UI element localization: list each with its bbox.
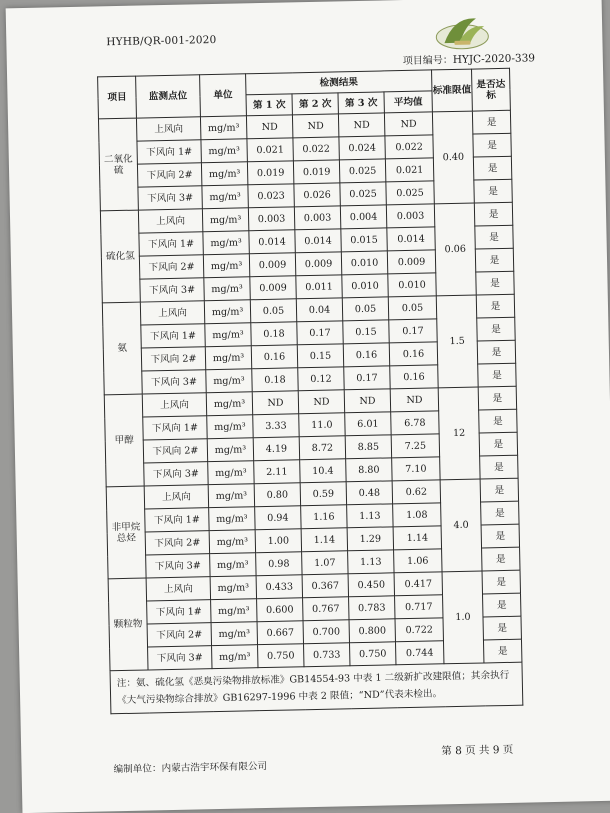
r1-cell: 0.94 (255, 506, 301, 530)
r1-cell: 0.05 (250, 299, 296, 323)
r1-cell: 0.021 (247, 138, 293, 162)
point-cell: 上风向 (138, 209, 202, 233)
r1-cell: 0.18 (251, 322, 297, 346)
group-name: 甲醇 (104, 394, 144, 487)
r3-cell: 8.85 (345, 435, 391, 459)
r2-cell: 0.019 (293, 160, 339, 184)
r2-cell: ND (292, 114, 338, 138)
unit-cell: mg/m³ (210, 553, 256, 577)
r2-cell: 0.009 (295, 252, 341, 276)
project-number-label: 项目编号： (402, 54, 453, 68)
avg-cell: 0.021 (385, 158, 433, 182)
header-avg: 平均值 (384, 91, 432, 113)
point-cell: 下风向 2# (147, 623, 211, 647)
r3-cell: 0.024 (339, 136, 385, 160)
header-limit: 标准限值 (432, 69, 473, 112)
r1-cell: 4.19 (253, 437, 299, 461)
point-cell: 下风向 3# (144, 462, 208, 486)
r1-cell: 0.003 (248, 207, 294, 231)
pass-cell: 是 (478, 386, 516, 410)
project-number (403, 49, 535, 67)
r1-cell: 0.750 (258, 644, 304, 668)
unit-cell: mg/m³ (200, 116, 246, 140)
r3-cell: 0.17 (344, 366, 390, 390)
r1-cell: 2.11 (254, 460, 300, 484)
point-cell: 上风向 (144, 485, 208, 509)
avg-cell: 0.717 (395, 595, 443, 619)
avg-cell: 0.722 (395, 618, 443, 642)
unit-cell: mg/m³ (210, 576, 256, 600)
r3-cell: 0.025 (340, 182, 386, 206)
pass-cell: 是 (479, 432, 517, 456)
pass-cell: 是 (474, 202, 512, 226)
r2-cell: 0.011 (296, 275, 342, 299)
point-cell: 下风向 3# (146, 554, 210, 578)
table-note: 注：氨、硫化氢《恶臭污染物排放标准》GB14554-93 中表 1 二级新扩改建限值；其余执行《大气污染物综合排放》GB16297-1996 中表 2 限值；“ND”代表未检出。 (110, 662, 523, 714)
footer-org-label: 编制单位： (113, 763, 162, 776)
point-cell: 下风向 1# (143, 416, 207, 440)
limit-cell: 0.06 (434, 203, 476, 296)
header-r2: 第 2 次 (292, 93, 338, 115)
r1-cell: 0.600 (257, 598, 303, 622)
unit-cell: mg/m³ (204, 277, 250, 301)
point-cell: 下风向 3# (140, 278, 204, 302)
limit-cell: 4.0 (440, 479, 482, 572)
avg-cell: 1.08 (393, 503, 441, 527)
r1-cell: 0.019 (247, 161, 293, 185)
r1-cell: 0.80 (254, 483, 300, 507)
point-cell: 上风向 (140, 301, 204, 325)
pass-cell: 是 (481, 501, 519, 525)
r2-cell: 0.367 (302, 574, 348, 598)
r2-cell: 0.014 (295, 229, 341, 253)
r2-cell: 0.12 (298, 367, 344, 391)
unit-cell: mg/m³ (209, 507, 255, 531)
pass-cell: 是 (475, 248, 513, 272)
point-cell: 下风向 1# (139, 232, 203, 256)
r1-cell: 0.014 (249, 230, 295, 254)
unit-cell: mg/m³ (206, 369, 252, 393)
r3-cell: 0.010 (342, 274, 388, 298)
unit-cell: mg/m³ (202, 185, 248, 209)
point-cell: 下风向 2# (143, 439, 207, 463)
r3-cell: 0.010 (341, 251, 387, 275)
unit-cell: mg/m³ (204, 300, 250, 324)
avg-cell: 0.014 (387, 227, 435, 251)
limit-cell: 1.5 (436, 295, 478, 388)
r2-cell: 8.72 (299, 436, 345, 460)
r3-cell: 0.450 (348, 573, 394, 597)
avg-cell: 0.05 (388, 296, 436, 320)
avg-cell: 0.16 (389, 342, 437, 366)
pass-cell: 是 (476, 294, 514, 318)
avg-cell: 0.010 (388, 273, 436, 297)
r3-cell: 0.750 (349, 642, 395, 666)
unit-cell: mg/m³ (211, 622, 257, 646)
r2-cell: 0.767 (303, 597, 349, 621)
pass-cell: 是 (474, 179, 512, 203)
point-cell: 上风向 (142, 393, 206, 417)
r1-cell: 3.33 (253, 414, 299, 438)
group-name: 颗粒物 (108, 578, 148, 671)
point-cell: 上风向 (136, 117, 200, 141)
company-logo-icon (434, 12, 491, 53)
project-number-value: HYJC-2020-339 (452, 52, 536, 66)
r3-cell: 0.800 (349, 619, 395, 643)
avg-cell: 0.744 (395, 641, 443, 665)
header-r1: 第 1 次 (246, 94, 292, 116)
avg-cell: 0.17 (389, 319, 437, 343)
pass-cell: 是 (480, 455, 518, 479)
pass-cell: 是 (483, 616, 521, 640)
pass-cell: 是 (476, 271, 514, 295)
unit-cell: mg/m³ (201, 162, 247, 186)
r3-cell: 0.783 (349, 596, 395, 620)
r2-cell: 0.04 (296, 298, 342, 322)
unit-cell: mg/m³ (209, 530, 255, 554)
header-pass: 是否达标 (472, 68, 511, 111)
r3-cell: 0.05 (342, 297, 388, 321)
avg-cell: 6.78 (391, 411, 439, 435)
pass-cell: 是 (483, 639, 521, 663)
page-number: 第 8 页 共 9 页 (441, 743, 514, 758)
pass-cell: 是 (473, 156, 511, 180)
point-cell: 下风向 2# (137, 163, 201, 187)
pass-cell: 是 (478, 363, 516, 387)
r2-cell: 0.59 (300, 482, 346, 506)
r3-cell: 0.004 (340, 205, 386, 229)
avg-cell: 0.417 (394, 572, 442, 596)
pass-cell: 是 (473, 133, 511, 157)
r1-cell: 0.009 (250, 276, 296, 300)
r3-cell: ND (344, 389, 390, 413)
header-results: 检测结果 (246, 70, 432, 95)
point-cell: 下风向 3# (148, 646, 212, 670)
unit-cell: mg/m³ (205, 346, 251, 370)
unit-cell: mg/m³ (208, 461, 254, 485)
document-page (6, 0, 610, 813)
r2-cell: 0.17 (297, 321, 343, 345)
r1-cell: ND (246, 115, 292, 139)
unit-cell: mg/m³ (211, 599, 257, 623)
pass-cell: 是 (479, 409, 517, 433)
r2-cell: 0.733 (304, 643, 350, 667)
avg-cell: 1.06 (394, 549, 442, 573)
unit-cell: mg/m³ (207, 415, 253, 439)
r2-cell: 0.700 (303, 620, 349, 644)
point-cell: 下风向 3# (142, 370, 206, 394)
unit-cell: mg/m³ (207, 438, 253, 462)
r3-cell: 1.13 (347, 504, 393, 528)
point-cell: 下风向 2# (145, 531, 209, 555)
point-cell: 下风向 1# (145, 508, 209, 532)
point-cell: 下风向 2# (139, 255, 203, 279)
limit-cell: 0.40 (432, 111, 474, 204)
pass-cell: 是 (483, 593, 521, 617)
unit-cell: mg/m³ (208, 484, 254, 508)
r2-cell: 10.4 (300, 459, 346, 483)
r3-cell: ND (338, 113, 384, 137)
r3-cell: 8.80 (346, 458, 392, 482)
header-unit: 单位 (200, 74, 247, 117)
r1-cell: 1.00 (255, 529, 301, 553)
pass-cell: 是 (477, 340, 515, 364)
pass-cell: 是 (482, 570, 520, 594)
r3-cell: 6.01 (345, 412, 391, 436)
avg-cell: 0.022 (385, 135, 433, 159)
pass-cell: 是 (482, 547, 520, 571)
r2-cell: 1.16 (301, 505, 347, 529)
r2-cell: 1.14 (301, 528, 347, 552)
point-cell: 下风向 1# (137, 140, 201, 164)
avg-cell: ND (384, 112, 432, 136)
avg-cell: 7.25 (391, 434, 439, 458)
unit-cell: mg/m³ (203, 254, 249, 278)
group-name: 氨 (102, 302, 142, 395)
avg-cell: 0.009 (387, 250, 435, 274)
point-cell: 下风向 2# (141, 347, 205, 371)
avg-cell: 1.14 (393, 526, 441, 550)
pass-cell: 是 (477, 317, 515, 341)
r1-cell: ND (252, 391, 298, 415)
r1-cell: 0.18 (252, 368, 298, 392)
monitoring-results-table (97, 68, 523, 715)
r2-cell: 0.022 (293, 137, 339, 161)
document-code: HYHB/QR-001-2020 (106, 33, 217, 49)
unit-cell: mg/m³ (203, 231, 249, 255)
avg-cell: ND (390, 388, 438, 412)
unit-cell: mg/m³ (201, 139, 247, 163)
r2-cell: 0.003 (294, 206, 340, 230)
r2-cell: 11.0 (299, 413, 345, 437)
avg-cell: 0.62 (392, 480, 440, 504)
header-point: 监测点位 (136, 75, 201, 118)
r1-cell: 0.667 (257, 621, 303, 645)
header-item: 项目 (98, 76, 137, 119)
r2-cell: 0.026 (294, 183, 340, 207)
header-r3: 第 3 次 (338, 92, 384, 114)
point-cell: 上风向 (146, 577, 210, 601)
footer-org (113, 758, 267, 775)
point-cell: 下风向 1# (141, 324, 205, 348)
unit-cell: mg/m³ (202, 208, 248, 232)
footer-org-name: 内蒙古浩宇环保有限公司 (161, 761, 268, 775)
pass-cell: 是 (472, 110, 510, 134)
pass-cell: 是 (480, 478, 518, 502)
avg-cell: 0.025 (386, 181, 434, 205)
r2-cell: ND (298, 390, 344, 414)
group-name: 二氧化硫 (98, 118, 138, 211)
r1-cell: 0.009 (249, 253, 295, 277)
unit-cell: mg/m³ (206, 392, 252, 416)
r3-cell: 0.015 (341, 228, 387, 252)
r2-cell: 0.15 (297, 344, 343, 368)
r2-cell: 1.07 (302, 551, 348, 575)
note-row (110, 662, 523, 714)
unit-cell: mg/m³ (212, 645, 258, 669)
r3-cell: 0.025 (339, 159, 385, 183)
unit-cell: mg/m³ (205, 323, 251, 347)
r1-cell: 0.433 (256, 575, 302, 599)
pass-cell: 是 (481, 524, 519, 548)
group-name: 非甲烷总烃 (106, 486, 146, 579)
r3-cell: 1.29 (347, 527, 393, 551)
avg-cell: 0.003 (386, 204, 434, 228)
limit-cell: 12 (438, 387, 480, 480)
limit-cell: 1.0 (442, 571, 484, 664)
r3-cell: 0.16 (343, 343, 389, 367)
avg-cell: 7.10 (392, 457, 440, 481)
r1-cell: 0.16 (251, 345, 297, 369)
r1-cell: 0.023 (248, 184, 294, 208)
point-cell: 下风向 1# (147, 600, 211, 624)
r3-cell: 1.13 (348, 550, 394, 574)
r1-cell: 0.98 (256, 552, 302, 576)
pass-cell: 是 (475, 225, 513, 249)
r3-cell: 0.48 (346, 481, 392, 505)
point-cell: 下风向 3# (138, 186, 202, 210)
r3-cell: 0.15 (343, 320, 389, 344)
avg-cell: 0.16 (390, 365, 438, 389)
group-name: 硫化氢 (100, 210, 140, 303)
